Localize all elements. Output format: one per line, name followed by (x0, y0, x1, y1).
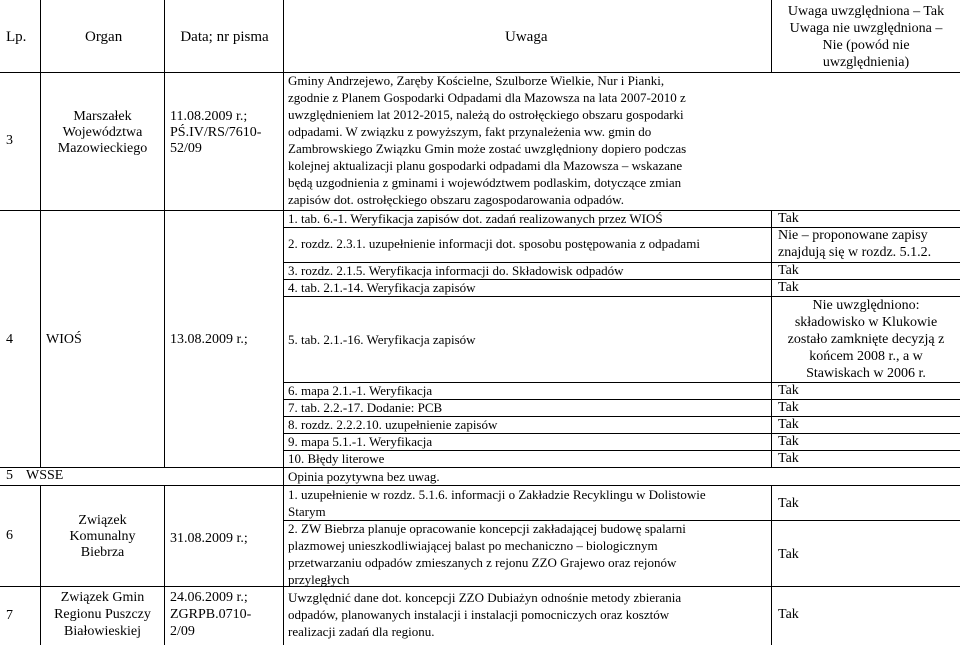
row3-uwaga-line: Zambrowskiego Związku Gmin może zostać uwzględniony dopiero podczas (288, 141, 687, 156)
row5-lp: 5 (6, 468, 13, 483)
row3-organ-line: Mazowieckiego (57, 141, 148, 156)
row3-uwaga-line: uwzględnieniem lat 2012-2015, należą do ostrołęckiego obszaru gospodarki (288, 107, 684, 122)
row4-item-status: Tak (778, 211, 799, 226)
row6-item1-line: 1. uzupełnienie w rozdz. 5.1.6. informacji o Zakładzie Recyklingu w Dolistowie (288, 487, 706, 502)
row4-item-status: Nie uwzględniono: (812, 298, 920, 313)
row4-item-status: Tak (778, 400, 799, 415)
row7-uwaga-line: Uwzględnić dane dot. koncepcji ZZO Dubiażyn odnośnie metody zbierania (288, 590, 682, 605)
row6-item1-status: Tak (778, 496, 799, 511)
row3-lp: 3 (6, 133, 13, 148)
row7-organ-line: Białowieskiej (64, 624, 141, 639)
row3-date-line: 52/09 (170, 141, 202, 156)
header-organ: Organ (85, 29, 123, 45)
row4-item-text: 6. mapa 2.1.-1. Weryfikacja (288, 383, 433, 398)
row3-uwaga-line: będą uzgodnienia z gminami i województwem podlaskim, dotyczące zmian (288, 175, 682, 190)
row7-lp: 7 (6, 608, 13, 623)
row4-item-text: 5. tab. 2.1.-16. Weryfikacja zapisów (288, 332, 476, 347)
row7-date-line: 2/09 (170, 624, 195, 639)
row4-organ: WIOŚ (46, 332, 82, 347)
row4-item-status: Tak (778, 451, 799, 466)
row4-item-text: 8. rozdz. 2.2.2.10. uzupełnienie zapisów (288, 417, 498, 432)
row4-item-status: znajdują się w rozdz. 5.1.2. (778, 245, 932, 260)
header-uwaga: Uwaga (505, 29, 548, 45)
row6-item2-line: 2. ZW Biebrza planuje opracowanie koncepcji zakładającej budowę spalarni (288, 521, 686, 536)
row6-date: 31.08.2009 r.; (170, 531, 248, 546)
header-status-line: Uwaga uwzględniona – Tak (787, 4, 945, 19)
row7-status: Tak (778, 607, 799, 622)
header-status-line: Nie (powód nie (822, 38, 910, 53)
row4-item-status: Tak (778, 280, 799, 295)
row4-item-text: 10. Błędy literowe (288, 451, 385, 466)
row4-item-text: 4. tab. 2.1.-14. Weryfikacja zapisów (288, 280, 476, 295)
row6-item1-line: Starym (288, 504, 326, 519)
header-lp: Lp. (6, 29, 27, 45)
row6-lp: 6 (6, 528, 13, 543)
row4-lp: 4 (6, 332, 13, 347)
row4-item-status: Stawiskach w 2006 r. (806, 366, 926, 381)
row4-date: 13.08.2009 r.; (170, 332, 248, 347)
row4-item-status: Tak (778, 263, 799, 278)
row7-uwaga-line: realizacji zadań dla regionu. (288, 624, 435, 639)
row3-uwaga-line: Gminy Andrzejewo, Zaręby Kościelne, Szulborze Wielkie, Nur i Pianki, (288, 73, 665, 88)
row4-item-status: składowisko w Klukowie (794, 315, 938, 330)
row4-item-status: Nie – proponowane zapisy (778, 228, 928, 243)
row3-organ-line: Województwa (62, 125, 143, 140)
header-status-line: uwzględnienia) (822, 55, 910, 70)
header-status-line: Uwaga nie uwzględniona – (789, 21, 943, 36)
row7-uwaga-line: odpadów, planowanych instalacji i instalacji pomocniczych oraz kosztów (288, 607, 670, 622)
row4-item-status: Tak (778, 417, 799, 432)
row4-item-status: Tak (778, 434, 799, 449)
row4-item-status: końcem 2008 r., a w (809, 349, 923, 364)
row7-date-line: ZGRPB.0710- (170, 607, 252, 622)
row5-uwaga: Opinia pozytywna bez uwag. (288, 469, 440, 484)
row6-item2-line: przetwarzaniu odpadów zmieszanych z rejonu ZZO Grajewo oraz rejonów (288, 555, 677, 570)
row6-organ-line: Związek (78, 513, 127, 528)
row3-uwaga-line: kolejnej aktualizacji planu gospodarki odpadami dla Mazowsza – wskazane (288, 158, 683, 173)
row7-date-line: 24.06.2009 r.; (170, 590, 248, 605)
row4-item-status: zostało zamknięte decyzją z (787, 332, 945, 347)
row4-item-text: 3. rozdz. 2.1.5. Weryfikacja informacji do. Składowisk odpadów (288, 263, 624, 278)
row3-organ-line: Marszałek (73, 109, 132, 124)
row5-organ: WSSE (26, 468, 64, 483)
row3-date-line: 11.08.2009 r.; (170, 109, 248, 124)
row4-item-text: 7. tab. 2.2.-17. Dodanie: PCB (288, 400, 443, 415)
row4-item-text: 1. tab. 6.-1. Weryfikacja zapisów dot. zadań realizowanych przez WIOŚ (288, 211, 663, 226)
row4-item-text: 2. rozdz. 2.3.1. uzupełnienie informacji dot. sposobu postępowania z odpadami (288, 236, 700, 251)
row6-organ-line: Komunalny (69, 529, 136, 544)
header-data: Data; nr pisma (180, 29, 269, 45)
row6-item2-status: Tak (778, 547, 799, 562)
row3-date-line: PŚ.IV/RS/7610- (170, 125, 262, 140)
row6-organ-line: Biebrza (80, 545, 125, 560)
row3-uwaga-line: zgodnie z Planem Gospodarki Odpadami dla Mazowsza na lata 2007-2010 z (288, 90, 686, 105)
row6-item2-line: plazmowej unieszkodliwiającej balast po mechaniczno – biologicznym (288, 538, 658, 553)
row3-uwaga-line: odpadami. W związku z powyższym, fakt przynależenia ww. gmin do (288, 124, 652, 139)
row7-organ-line: Regionu Puszczy (54, 607, 151, 622)
row7-organ-line: Związek Gmin (60, 590, 145, 605)
row3-uwaga-line: zapisów dot. ostrołęckiego obszaru zagospodarowania odpadów. (288, 192, 624, 207)
row4-item-text: 9. mapa 5.1.-1. Weryfikacja (288, 434, 433, 449)
row4-item-status: Tak (778, 383, 799, 398)
row6-item2-line: przyległych (288, 572, 350, 587)
